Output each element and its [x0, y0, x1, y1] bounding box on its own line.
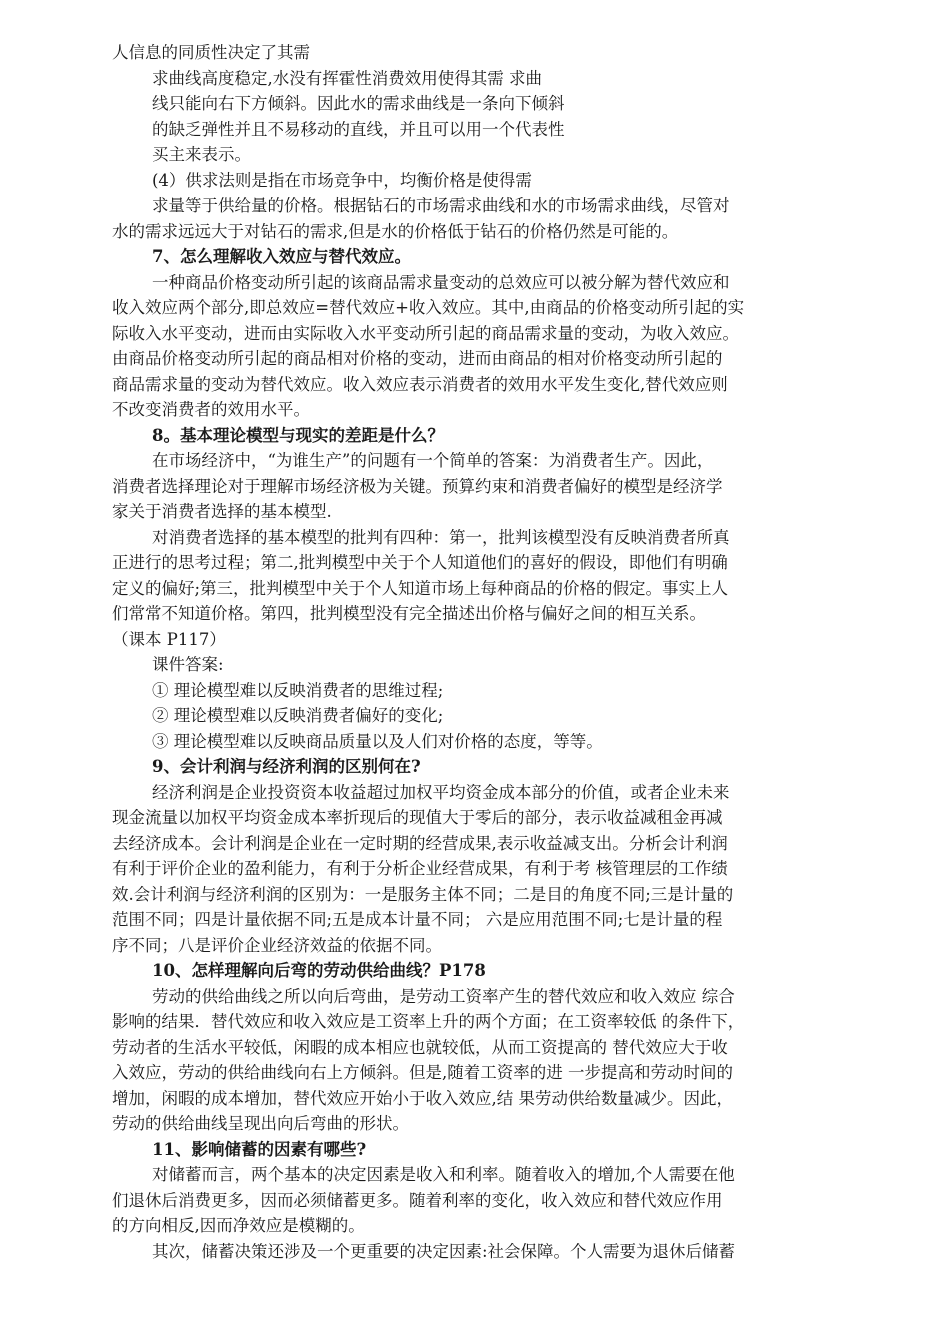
text-line: 在市场经济中，“为谁生产”的问题有一个简单的答案：为消费者生产。因此，	[152, 451, 714, 470]
text-line: 正进行的思考过程；第二,批判模型中关于个人知道他们的喜好的假设，即他们有明确	[112, 553, 728, 572]
text-line: 消费者选择理论对于理解市场经济极为关键。预算约束和消费者偏好的模型是经济学	[112, 476, 723, 496]
section-heading: 11、影响储蓄的因素有哪些?	[152, 1139, 367, 1159]
text-line: 课件答案:	[152, 655, 224, 674]
text-line: 的缺乏弹性并且不易移动的直线，并且可以用一个代表性	[152, 119, 565, 139]
text-line: 求量等于供给量的价格。根据钻石的市场需求曲线和水的市场需求曲线，尽管对	[152, 196, 730, 215]
section-heading: 8。基本理论模型与现实的差距是什么？	[152, 425, 444, 445]
section-heading: 7、怎么理解收入效应与替代效应。	[152, 247, 411, 266]
text-line: 们退休后消费更多，因而必须储蓄更多。随着利率的变化，收入效应和替代效应作用	[112, 1190, 723, 1210]
text-line: 其次，储蓄决策还涉及一个更重要的决定因素:社会保障。个人需要为退休后储蓄	[152, 1241, 736, 1261]
text-line: 水的需求远远大于对钻石的需求,但是水的价格低于钻石的价格仍然是可能的。	[112, 221, 679, 241]
text-line: ③ 理论模型难以反映商品质量以及人们对价格的态度，等等。	[152, 731, 603, 751]
text-line: 们常常不知道价格。第四，批判模型没有完全描述出价格与偏好之间的相互关系。	[112, 604, 706, 623]
text-line: 影响的结果．替代效应和收入效应是工资率上升的两个方面；在工资率较低 的条件下，	[112, 1012, 745, 1031]
text-line: ② 理论模型难以反映消费者偏好的变化;	[152, 706, 444, 725]
text-line: 定义的偏好;第三，批判模型中关于个人知道市场上每种商品的价格的假定。事实上人	[112, 578, 729, 598]
text-line: 对消费者选择的基本模型的批判有四种：第一，批判该模型没有反映消费者所真	[152, 527, 730, 547]
text-line: 劳动的供给曲线呈现出向后弯曲的形状。	[112, 1114, 409, 1133]
text-line: 的方向相反,因而净效应是模糊的。	[112, 1216, 365, 1235]
text-line: 去经济成本。会计利润是企业在一定时期的经营成果,表示收益减支出。分析会计利润	[112, 833, 728, 853]
text-line: (4）供求法则是指在市场竞争中，均衡价格是使得需	[152, 170, 532, 190]
text-line: 买主来表示。	[152, 145, 251, 164]
text-line: 现金流量以加权平均资金成本率折现后的现值大于零后的部分，表示收益减租金再减	[112, 808, 723, 827]
text-line: 收入效应两个部分,即总效应=替代效应+收入效应。其中,由商品的价格变动所引起的实	[112, 298, 745, 317]
text-line: 效.会计利润与经济利润的区别为：一是服务主体不同；二是目的角度不同;三是计量的	[112, 884, 734, 904]
text-line: 线只能向右下方倾斜。因此水的需求曲线是一条向下倾斜	[152, 94, 565, 113]
text-line: 家关于消费者选择的基本模型.	[112, 502, 332, 521]
text-line: 增加，闲暇的成本增加，替代效应开始小于收入效应,结 果劳动供给数量减少。因此，	[112, 1088, 733, 1108]
text-line: 一种商品价格变动所引起的该商品需求量变动的总效应可以被分解为替代效应和	[152, 272, 730, 292]
text-line: 际收入水平变动，进而由实际收入水平变动所引起的商品需求量的变动，为收入效应。	[112, 323, 739, 343]
text-line: ① 理论模型难以反映消费者的思维过程;	[152, 680, 444, 700]
text-line: 序不同；八是评价企业经济效益的依据不同。	[112, 935, 442, 955]
text-line: 劳动的供给曲线之所以向后弯曲，是劳动工资率产生的替代效应和收入效应 综合	[152, 986, 735, 1006]
text-line: 不改变消费者的效用水平。	[112, 400, 310, 419]
section-heading: 10、怎样理解向后弯的劳动供给曲线？P178	[152, 961, 486, 980]
text-line: 入效应，劳动的供给曲线向右上方倾斜。但是,随着工资率的进 一步提高和劳动时间的	[112, 1063, 733, 1082]
document-body	[112, 40, 838, 1264]
text-line: 经济利润是企业投资资本收益超过加权平均资金成本部分的价值，或者企业未来	[152, 782, 730, 802]
text-line: 人信息的同质性决定了其需	[112, 43, 310, 62]
text-line: 劳动者的生活水平较低，闲暇的成本相应也就较低，从而工资提高的 替代效应大于收	[112, 1037, 728, 1057]
section-heading: 9、会计利润与经济利润的区别何在?	[152, 757, 421, 776]
text-line: （课本 P117）	[112, 629, 226, 649]
text-line: 有利于评价企业的盈利能力，有利于分析企业经营成果，有利于考 核管理层的工作绩	[112, 859, 728, 878]
text-line: 范围不同；四是计量依据不同;五是成本计量不同； 六是应用范围不同;七是计量的程	[112, 910, 723, 929]
text-line: 由商品价格变动所引起的商品相对价格的变动，进而由商品的相对价格变动所引起的	[112, 349, 723, 368]
text-line: 对储蓄而言，两个基本的决定因素是收入和利率。随着收入的增加,个人需要在他	[152, 1165, 735, 1184]
text-line: 商品需求量的变动为替代效应。收入效应表示消费者的效用水平发生变化,替代效应则	[112, 374, 728, 394]
text-line: 求曲线高度稳定,水没有挥霍性消费效用使得其需 求曲	[152, 68, 542, 88]
